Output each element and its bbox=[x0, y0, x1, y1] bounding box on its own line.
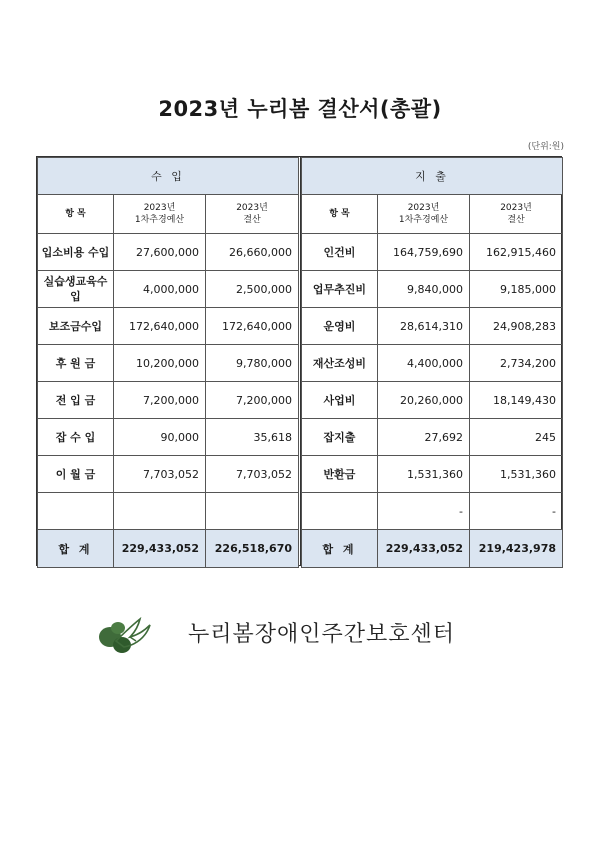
income-budget bbox=[114, 493, 206, 530]
expense-settle: 245 bbox=[470, 419, 563, 456]
income-settle: 7,200,000 bbox=[206, 382, 299, 419]
expense-item: 잡지출 bbox=[302, 419, 378, 456]
expense-header: 지 출 bbox=[302, 158, 563, 195]
expense-section bbox=[300, 157, 562, 565]
page-title: 2023년 누리봄 결산서(총괄) bbox=[158, 97, 442, 121]
income-item bbox=[38, 493, 114, 530]
expense-item: 운영비 bbox=[302, 308, 378, 345]
expense-total-budget: 229,433,052 bbox=[378, 530, 470, 568]
expense-budget: 1,531,360 bbox=[378, 456, 470, 493]
income-col-budget: 2023년 1차추경예산 bbox=[114, 195, 206, 234]
expense-item: 사업비 bbox=[302, 382, 378, 419]
dove-logo-icon bbox=[96, 611, 156, 656]
income-total-settle: 226,518,670 bbox=[206, 530, 299, 568]
table-row bbox=[302, 382, 563, 419]
income-budget: 4,000,000 bbox=[114, 271, 206, 308]
table-row bbox=[38, 345, 299, 382]
income-item: 후 원 금 bbox=[38, 345, 114, 382]
expense-item: 반환금 bbox=[302, 456, 378, 493]
expense-table bbox=[301, 157, 563, 568]
expense-budget: 164,759,690 bbox=[378, 234, 470, 271]
income-budget: 7,200,000 bbox=[114, 382, 206, 419]
income-col-item: 항 목 bbox=[38, 195, 114, 234]
expense-budget: 28,614,310 bbox=[378, 308, 470, 345]
table-row bbox=[38, 308, 299, 345]
income-settle: 2,500,000 bbox=[206, 271, 299, 308]
expense-budget: 4,400,000 bbox=[378, 345, 470, 382]
expense-item bbox=[302, 493, 378, 530]
income-settle: 172,640,000 bbox=[206, 308, 299, 345]
income-section bbox=[37, 157, 299, 565]
expense-settle: - bbox=[470, 493, 563, 530]
income-col-settle: 2023년 결산 bbox=[206, 195, 299, 234]
table-row bbox=[38, 234, 299, 271]
table-row bbox=[302, 271, 563, 308]
expense-col-settle: 2023년 결산 bbox=[470, 195, 563, 234]
income-total-row bbox=[38, 530, 299, 568]
income-total-budget: 229,433,052 bbox=[114, 530, 206, 568]
table-row bbox=[302, 419, 563, 456]
table-row bbox=[38, 271, 299, 308]
unit-label: (단위:원) bbox=[527, 142, 564, 152]
expense-total-settle: 219,423,978 bbox=[470, 530, 563, 568]
income-budget: 10,200,000 bbox=[114, 345, 206, 382]
settlement-table bbox=[36, 156, 562, 566]
income-item: 입소비용 수입 bbox=[38, 234, 114, 271]
expense-settle: 162,915,460 bbox=[470, 234, 563, 271]
income-header: 수 입 bbox=[38, 158, 299, 195]
expense-settle: 1,531,360 bbox=[470, 456, 563, 493]
expense-item: 인건비 bbox=[302, 234, 378, 271]
expense-settle: 2,734,200 bbox=[470, 345, 563, 382]
expense-settle: 18,149,430 bbox=[470, 382, 563, 419]
expense-col-item: 항 목 bbox=[302, 195, 378, 234]
table-row bbox=[302, 234, 563, 271]
expense-budget: 9,840,000 bbox=[378, 271, 470, 308]
income-table bbox=[37, 157, 299, 568]
income-item: 전 입 금 bbox=[38, 382, 114, 419]
income-budget: 27,600,000 bbox=[114, 234, 206, 271]
income-settle: 9,780,000 bbox=[206, 345, 299, 382]
expense-total-label: 합 계 bbox=[302, 530, 378, 568]
income-item: 실습생교육수 입 bbox=[38, 271, 114, 308]
table-row bbox=[38, 419, 299, 456]
income-item: 잡 수 입 bbox=[38, 419, 114, 456]
expense-col-budget: 2023년 1차추경예산 bbox=[378, 195, 470, 234]
expense-item: 재산조성비 bbox=[302, 345, 378, 382]
income-total-label: 합 계 bbox=[38, 530, 114, 568]
income-settle: 7,703,052 bbox=[206, 456, 299, 493]
expense-budget: - bbox=[378, 493, 470, 530]
table-row bbox=[38, 493, 299, 530]
organization-name: 누리봄장애인주간보호센터 bbox=[188, 622, 456, 647]
expense-settle: 9,185,000 bbox=[470, 271, 563, 308]
expense-settle: 24,908,283 bbox=[470, 308, 563, 345]
income-budget: 7,703,052 bbox=[114, 456, 206, 493]
income-item: 보조금수입 bbox=[38, 308, 114, 345]
income-item: 이 월 금 bbox=[38, 456, 114, 493]
expense-total-row bbox=[302, 530, 563, 568]
income-settle bbox=[206, 493, 299, 530]
expense-budget: 20,260,000 bbox=[378, 382, 470, 419]
income-settle: 26,660,000 bbox=[206, 234, 299, 271]
table-row bbox=[302, 456, 563, 493]
expense-item: 업무추진비 bbox=[302, 271, 378, 308]
table-row bbox=[302, 308, 563, 345]
expense-budget: 27,692 bbox=[378, 419, 470, 456]
income-settle: 35,618 bbox=[206, 419, 299, 456]
income-budget: 90,000 bbox=[114, 419, 206, 456]
income-budget: 172,640,000 bbox=[114, 308, 206, 345]
table-row bbox=[302, 345, 563, 382]
table-row bbox=[38, 456, 299, 493]
table-row bbox=[302, 493, 563, 530]
table-row bbox=[38, 382, 299, 419]
